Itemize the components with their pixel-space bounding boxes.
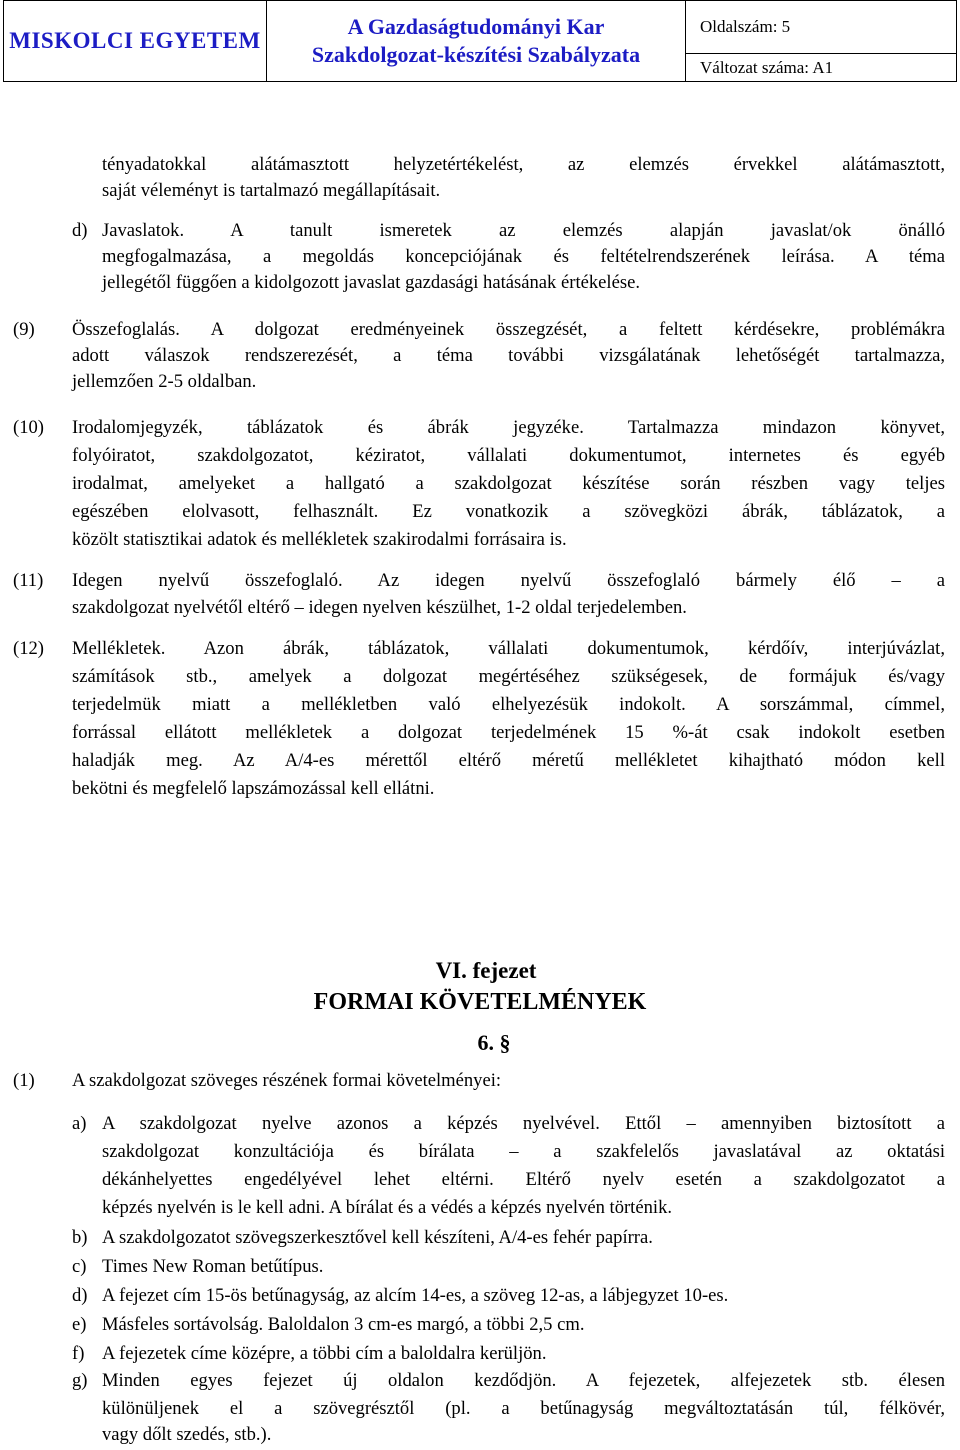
paragraph-line: Másfeles sortávolság. Baloldalon 3 cm-es margó, a többi 2,5 cm. <box>102 1314 585 1335</box>
paragraph-line: Mellékletek. Azon ábrák, táblázatok, vállalati dokumentumok, kérdőív, interjúvázlat, <box>72 638 945 659</box>
paragraph-line: Times New Roman betűtípus. <box>102 1256 324 1277</box>
paragraph-line: különüljenek el a szövegrésztől (pl. a betűnagyság megváltoztatásán túl, félkövér, <box>102 1398 945 1419</box>
paragraph-line: jellemzően 2-5 oldalban. <box>72 371 257 392</box>
university-name: MISKOLCI EGYETEM <box>4 1 267 82</box>
continuation-line: saját véleményt is tartalmazó megállapításait. <box>102 180 441 201</box>
paragraph-line: szakdolgozat konzultációja és bírálata – a szakfelelős javaslatával az oktatási <box>102 1141 945 1162</box>
item-label: b) <box>72 1227 88 1248</box>
item-label: a) <box>72 1113 87 1134</box>
paragraph-line: forrással ellátott mellékletek a dolgozat terjedelmének 15 %-át csak indokolt esetben <box>72 722 945 743</box>
paragraph-line: dékánhelyettes engedélyével lehet eltérni. Eltérő nyelv esetén a szakdolgozatot a <box>102 1169 945 1190</box>
item-label: e) <box>72 1314 87 1335</box>
section-number: (11) <box>13 570 44 591</box>
section-number: (9) <box>13 319 35 340</box>
paragraph-line: megfogalmazása, a megoldás koncepciójának és feltételrendszerének leírása. A téma <box>102 246 945 267</box>
paragraph-line: vagy dőlt szedés, stb.). <box>102 1424 272 1445</box>
chapter-number: VI. fejezet <box>435 958 537 983</box>
rule-number: (1) <box>13 1070 35 1091</box>
header-title-cell <box>267 1 686 82</box>
paragraph-line: számítások stb., amelyek a dolgozat megértéséhez szükségesek, de formájuk és/vagy <box>72 666 945 687</box>
paragraph-line: Minden egyes fejezet új oldalon kezdődjön. A fejezetek, alfejezetek stb. élesen <box>102 1370 945 1391</box>
section-heading: 6. § <box>477 1030 511 1055</box>
paragraph-line: irodalmat, amelyeket a hallgató a szakdolgozat készítése során részben vagy teljes <box>72 473 945 494</box>
paragraph-line: adott válaszok rendszerezését, a téma további vizsgálatának lehetőségét tartalmazza, <box>72 345 945 366</box>
rule-text: A szakdolgozat szöveges részének formai követelményei: <box>72 1070 502 1091</box>
paragraph-line: folyóiratot, szakdolgozatot, kéziratot, vállalati dokumentumot, internetes és egyéb <box>72 445 945 466</box>
section-number: (10) <box>13 417 44 438</box>
page-number: Oldalszám: 5 <box>686 1 957 54</box>
paragraph-line: A fejezet cím 15-ös betűnagyság, az alcím 14-es, a szöveg 12-as, a lábjegyzet 10-es. <box>102 1285 729 1306</box>
continuation-line: tényadatokkal alátámasztott helyzetértékelést, az elemzés érvekkel alátámasztott, <box>102 154 945 175</box>
paragraph-line: szakdolgozat nyelvétől eltérő – idegen nyelven készülhet, 1-2 oldal terjedelemben. <box>72 597 687 618</box>
section-number: (12) <box>13 638 44 659</box>
item-label: d) <box>72 1285 88 1306</box>
paragraph-line: Javaslatok. A tanult ismeretek az elemzés alapján javaslat/ok önálló <box>102 220 945 241</box>
item-label: f) <box>72 1343 85 1364</box>
paragraph-line: terjedelmük miatt a mellékletben való elhelyezésük indokolt. A sorszámmal, címmel, <box>72 694 945 715</box>
document-title: Szakdolgozat-készítési Szabályzata <box>311 42 641 67</box>
version-number: Változat száma: A1 <box>686 54 957 82</box>
paragraph-line: jellegétől függően a kidolgozott javaslat gazdasági hatásának értékelése. <box>102 272 640 293</box>
paragraph-line: Irodalomjegyzék, táblázatok és ábrák jegyzéke. Tartalmazza mindazon könyvet, <box>72 417 945 438</box>
paragraph-line: közölt statisztikai adatok és mellékletek szakirodalmi forrásaira is. <box>72 529 567 550</box>
faculty-name: A Gazdaságtudományi Kar <box>347 14 605 39</box>
paragraph-line: Idegen nyelvű összefoglaló. Az idegen nyelvű összefoglaló bármely élő – a <box>72 570 945 591</box>
paragraph-line: Összefoglalás. A dolgozat eredményeinek összegzését, a feltett kérdésekre, problémákra <box>72 319 945 340</box>
paragraph-line: A szakdolgozatot szövegszerkesztővel kell készíteni, A/4-es fehér papírra. <box>102 1227 653 1248</box>
item-label: c) <box>72 1256 87 1277</box>
item-label: g) <box>72 1370 88 1391</box>
paragraph-line: A szakdolgozat nyelve azonos a képzés nyelvével. Ettől – amennyiben biztosított a <box>102 1113 945 1134</box>
header-table <box>3 0 957 82</box>
paragraph-line: haladják meg. Az A/4-es mérettől eltérő méretű mellékletet kihajtható módon kell <box>72 750 945 771</box>
paragraph-line: bekötni és megfelelő lapszámozással kell ellátni. <box>72 778 435 799</box>
page-header <box>0 0 960 108</box>
paragraph-line: egészében elolvasott, felhasznált. Ez vonatkozik a szövegközi ábrák, táblázatok, a <box>72 501 945 522</box>
paragraph-line: képzés nyelvén is le kell adni. A bírálat és a védés a képzés nyelvén történik. <box>102 1197 673 1218</box>
item-label: d) <box>72 220 88 241</box>
paragraph-line: A fejezetek címe középre, a többi cím a baloldalra kerüljön. <box>102 1343 547 1364</box>
chapter-title: FORMAI KÖVETELMÉNYEK <box>313 989 647 1015</box>
